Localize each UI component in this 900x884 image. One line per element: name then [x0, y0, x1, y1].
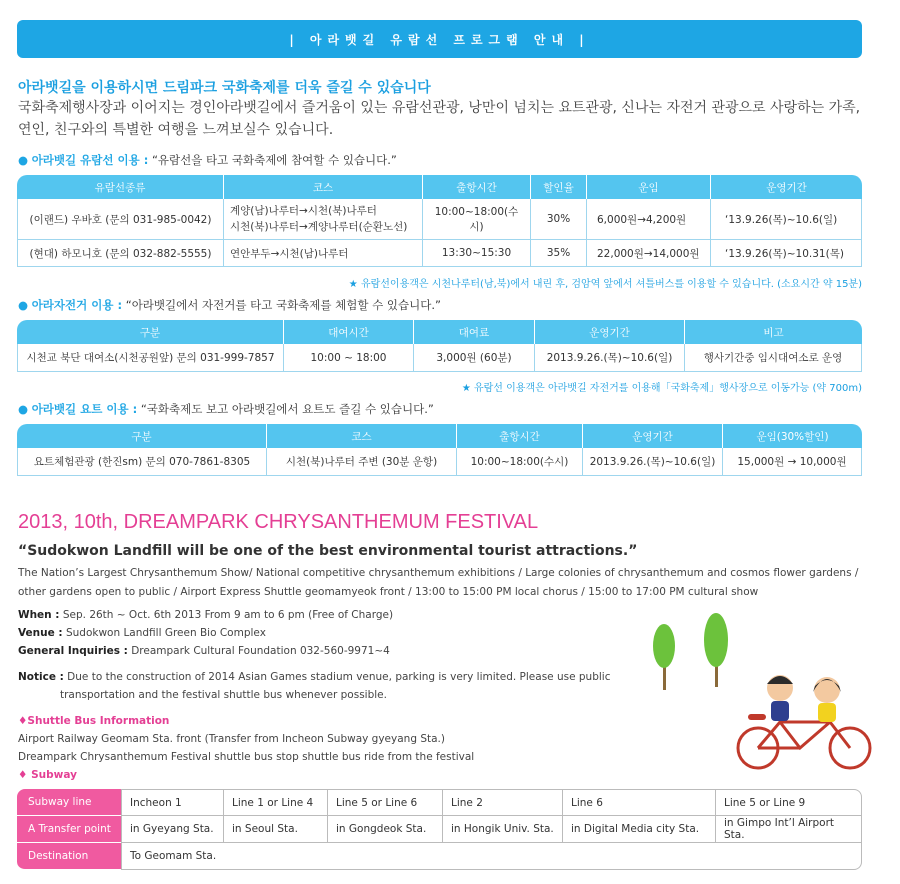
shuttle-line: Airport Railway Geomam Sta. front (Transfer from Incheon Subway gyeyang Sta.) [18, 733, 445, 745]
cell-time: 13:30~15:30 [422, 240, 530, 267]
cell-fare: 6,000원→4,200원 [586, 199, 710, 240]
cruise-table [17, 175, 862, 267]
column-header: 운영기간 [582, 424, 722, 448]
transfer-cell: in Hongik Univ. Sta. [442, 816, 562, 843]
shuttle-heading: ♦Shuttle Bus Information [18, 715, 170, 727]
subway-line-cell: Incheon 1 [121, 789, 223, 816]
inquiries-label: General Inquiries : [18, 645, 128, 657]
cell-period: ‘13.9.26(목)~10.31(목) [710, 240, 862, 267]
festival-quote: “Sudokwon Landfill will be one of the best environmental tourist attractions.” [18, 543, 638, 559]
table-row [17, 199, 862, 240]
subway-heading: ♦ Subway [18, 769, 77, 781]
subway-line-cell: Line 5 or Line 9 [715, 789, 862, 816]
venue-value: Sudokwon Landfill Green Bio Complex [65, 627, 266, 639]
cell-period: ‘13.9.26(목)~10.6(일) [710, 199, 862, 240]
course-line: 시천(북)나루터→계양나루터(순환노선) [230, 221, 408, 233]
festival-description: The Nation’s Largest Chrysanthemum Show/ National competitive chrysanthemum exhibitions / Large colonies of chrysanthemum and cosmos flower gardens / other gardens open to public / Airport Express Shuttle geomamyeok front / 13:00 to 15:00 PM local chorus / 15:00 to 17:00 PM cultural show [18, 567, 859, 598]
venue-line [18, 627, 266, 639]
when-line [18, 609, 393, 621]
cell-fare: 15,000원 → 10,000원 [722, 448, 862, 476]
transfer-cell: in Digital Media city Sta. [562, 816, 715, 843]
cell-period: 2013.9.26.(목)~10.6(일) [582, 448, 722, 476]
transfer-cell: in Gyeyang Sta. [121, 816, 223, 843]
notice-label: Notice : [18, 671, 64, 683]
table-row [17, 344, 862, 372]
cell-discount: 30% [530, 199, 586, 240]
subway-table [17, 789, 862, 870]
cell-place: 시천교 북단 대여소(시천공원앞) 문의 031-999-7857 [17, 344, 283, 372]
column-header: 유람선종류 [17, 175, 223, 199]
column-header: 대여료 [413, 320, 534, 344]
cell-type: (이랜드) 우바호 (문의 031-985-0042) [17, 199, 223, 240]
notice-value: Due to the construction of 2014 Asian Games stadium venue, parking is very limited. Please use public [67, 671, 611, 683]
column-header: 출항시간 [456, 424, 582, 448]
transfer-cell: in Gimpo Int’l Airport Sta. [715, 816, 862, 843]
cell-period: 2013.9.26.(목)~10.6(일) [534, 344, 684, 372]
column-header: 구분 [17, 424, 266, 448]
cruise-note: ★ 유람선이용객은 시천나루터(남,북)에서 내린 후, 검암역 앞에서 셔틀버스를 이용할 수 있습니다. (소요시간 약 15분) [348, 279, 862, 290]
table-row [17, 816, 862, 843]
cell-type: 요트체험관광 (한진sm) 문의 070-7861-8305 [17, 448, 266, 476]
column-header: 비고 [684, 320, 862, 344]
bike-note: ★ 유람선 이용객은 아라뱃길 자전거를 이용해「국화축제」행사장으로 이동가능 (약 700m) [461, 383, 862, 394]
row-label: Destination [17, 843, 121, 870]
bullet-icon: ● [18, 402, 29, 416]
subway-line-cell: Line 2 [442, 789, 562, 816]
column-header: 운영기간 [534, 320, 684, 344]
table-header-row [17, 320, 862, 344]
subway-line-cell: Line 5 or Line 6 [327, 789, 442, 816]
shuttle-line: Dreampark Chrysanthemum Festival shuttle bus stop shuttle bus ride from the festival [18, 751, 475, 763]
column-header: 코스 [266, 424, 456, 448]
table-header-row [17, 424, 862, 448]
bike-heading [18, 297, 441, 313]
column-header: 할인율 [530, 175, 586, 199]
cell-course [223, 199, 422, 240]
inquiries-value: Dreampark Cultural Foundation 032-560-9971~4 [131, 645, 390, 657]
rider-icon [767, 675, 793, 721]
yacht-table [17, 424, 862, 476]
bullet-icon: ● [18, 298, 29, 312]
bike-heading-desc: “아라뱃길에서 자전거를 타고 국화축제를 체험할 수 있습니다.” [125, 298, 441, 312]
cell-time: 10:00~18:00(수시) [456, 448, 582, 476]
page-banner: | 아라뱃길 유람선 프로그램 안내 | [17, 20, 862, 58]
cell-time: 10:00~18:00(수시) [422, 199, 530, 240]
cruise-heading-title: 아라뱃길 유람선 이용 : [31, 153, 149, 167]
tandem-bike-illustration [640, 610, 875, 775]
intro-body: 국화축제행사장과 이어지는 경인아라뱃길에서 즐거움이 있는 유람선관광, 낭만이 넘치는 요트관광, 신나는 자전거 관광으로 사랑하는 가족, 연인, 친구와의 특별한 여행을 느껴보실수 있습니다. [18, 100, 861, 138]
table-row [17, 448, 862, 476]
festival-title: 2013, 10th, DREAMPARK CHRYSANTHEMUM FESTIVAL [18, 511, 539, 533]
cell-course: 시천(북)나루터 주변 (30분 운항) [266, 448, 456, 476]
cell-remark: 행사기간중 임시대여소로 운영 [684, 344, 862, 372]
column-header: 구분 [17, 320, 283, 344]
notice-line [18, 671, 610, 683]
column-header: 대여시간 [283, 320, 413, 344]
cell-hours: 10:00 ~ 18:00 [283, 344, 413, 372]
transfer-cell: in Seoul Sta. [223, 816, 327, 843]
tree-icon [704, 613, 728, 687]
subway-line-cell: Line 6 [562, 789, 715, 816]
cell-discount: 35% [530, 240, 586, 267]
tree-icon [653, 624, 675, 690]
column-header: 운영기간 [710, 175, 862, 199]
column-header: 코스 [223, 175, 422, 199]
yacht-heading [18, 401, 434, 417]
bike-table [17, 320, 862, 372]
bike-heading-title: 아라자전거 이용 : [31, 298, 123, 312]
table-row [17, 240, 862, 267]
when-label: When : [18, 609, 60, 621]
yacht-heading-title: 아라뱃길 요트 이용 : [31, 402, 138, 416]
cell-type: (현대) 하모니호 (문의 032-882-5555) [17, 240, 223, 267]
intro-lead: 아라뱃길을 이용하시면 드림파크 국화축제를 더욱 즐길 수 있습니다 [18, 80, 431, 96]
table-row [17, 789, 862, 816]
row-label: Subway line [17, 789, 121, 816]
rider-icon [813, 677, 841, 722]
when-value: Sep. 26th ~ Oct. 6th 2013 From 9 am to 6 pm (Free of Charge) [62, 609, 394, 621]
venue-label: Venue : [18, 627, 63, 639]
table-header-row [17, 175, 862, 199]
row-label: A Transfer point [17, 816, 121, 843]
column-header: 운임(30%할인) [722, 424, 862, 448]
destination-cell: To Geomam Sta. [121, 843, 862, 870]
bullet-icon: ● [18, 153, 29, 167]
transfer-cell: in Gongdeok Sta. [327, 816, 442, 843]
table-row [17, 843, 862, 870]
yacht-heading-desc: “국화축제도 보고 아라뱃길에서 요트도 즐길 수 있습니다.” [140, 402, 434, 416]
cruise-heading [18, 152, 397, 168]
cell-fare: 22,000원→14,000원 [586, 240, 710, 267]
cell-fee: 3,000원 (60분) [413, 344, 534, 372]
column-header: 운임 [586, 175, 710, 199]
cell-course: 연안부두→시천(남)나루터 [223, 240, 422, 267]
bicycle-icon [738, 714, 870, 768]
course-line: 계양(남)나루터→시천(북)나루터 [230, 205, 377, 217]
column-header: 출항시간 [422, 175, 530, 199]
notice-line-2: transportation and the festival shuttle bus whenever possible. [60, 689, 387, 701]
subway-line-cell: Line 1 or Line 4 [223, 789, 327, 816]
cruise-heading-desc: “유람선을 타고 국화축제에 참여할 수 있습니다.” [151, 153, 397, 167]
inquiries-line [18, 645, 390, 657]
